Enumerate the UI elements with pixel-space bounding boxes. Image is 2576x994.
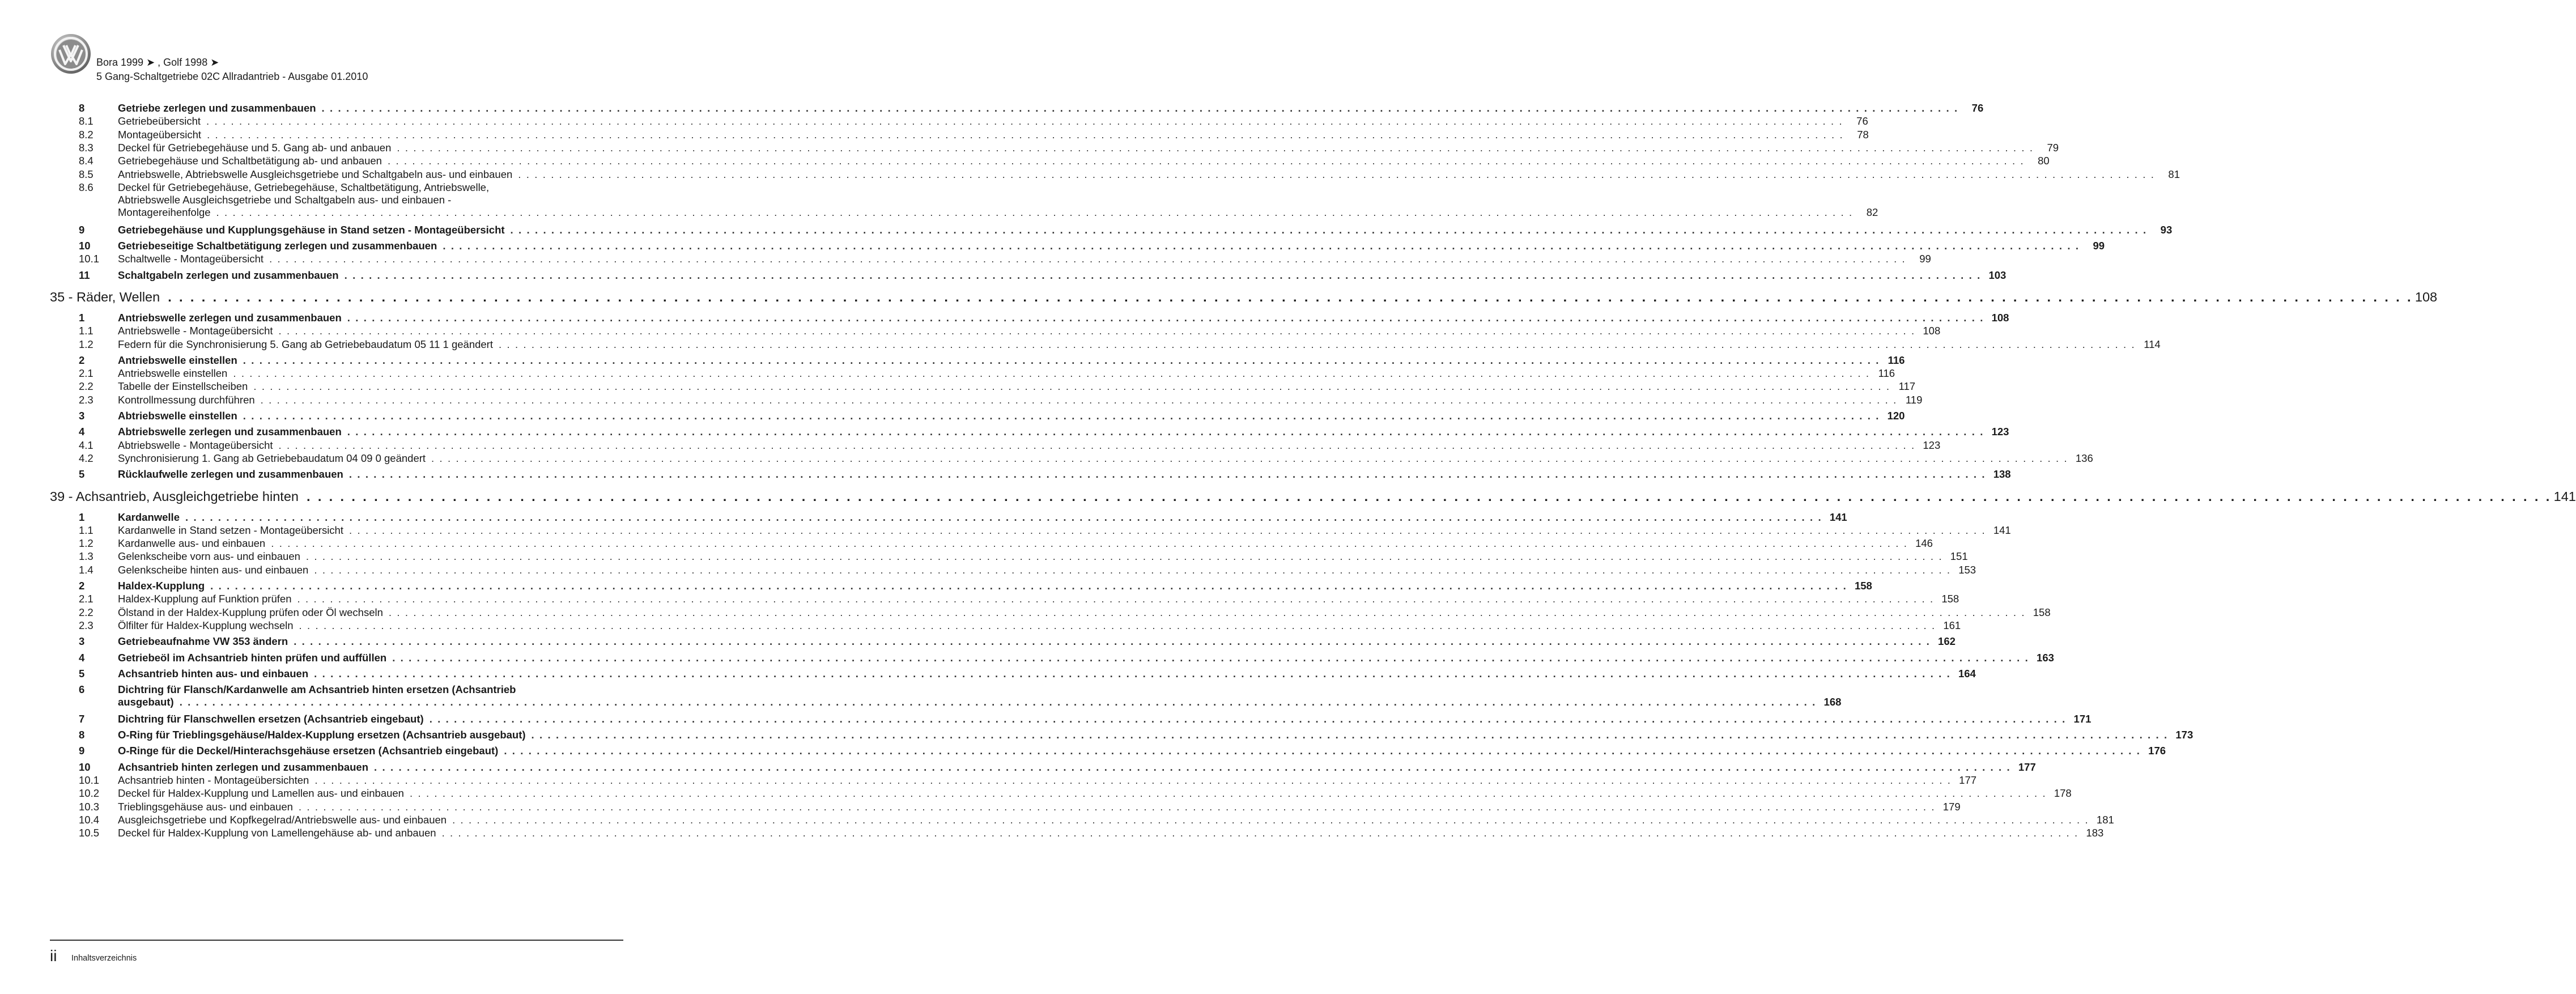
entry-text xyxy=(118,325,1941,337)
dot-leader: . . . . . . . . . . . . . . . . . . . . . . . . . . . . . . . . . . . . . . . . . . . . . . . . . . . . . . . . . . . . . . . . . . . . . . . . . . . . . . . . . . . . . . . . . . . . . . . . . . . . . . . . . . . . . . . . . . . . . . . . . . . . . . . . . . . . . . . . . . . . . . . . . . . . . . . . . . . . . . . . . . . . . . . . . . . . . . . . . . . . . . . . . . . . . . . . . . . . . . . . xyxy=(179,696,1817,708)
entry-page-number: 177 xyxy=(1959,774,1977,786)
entry-page-number: 158 xyxy=(1941,593,1959,605)
entry-page-number: 123 xyxy=(1991,426,2009,438)
dot-leader: . . . . . . . . . . . . . . . . . . . . . . . . . . . . . . . . . . . . . . . . . . . . . . . . . . . . . . . . . . . . . . . . . . . . . . . . . . . . . . . . . . . . . . . . . . . . . . . . . . . . . . . . . . . . . . . . . . . . . . . . . . . . . . . . . . . . . . . . . . . . . . . . . . . . . . . . . . . . . . . . . . . . . . . . . . . . . . . . . . . . . . . . . . . . . . . . . . . . . . . . xyxy=(297,593,1935,605)
entry-text xyxy=(118,410,1905,422)
dot-leader: . . . . . . . . . . . . . . . . . . . . . . . . . . . . . . . . . . . . . . . . . . . . . . . . . . . . . . . . . . . . . . . . . . . . . . . . . . . . . . . . . . . . . . . . . . . . . . . . . . . . . . . . . . . . . . . . . . . . . . . . . . . . . . . . . . . . . . . . . . . . . . . . . . . . . . . . . . . . . . . . . . . . . . . . . . . . . . . . . . . . . . . . . . . . . . . . . . . . . . . . xyxy=(387,155,2025,167)
dot-leader: . . . . . . . . . . . . . . . . . . . . . . . . . . . . . . . . . . . . . . . . . . . . . . . . . . . . . . . . . . . . . . . . . . . . . . . . . . . . . . . . . . . . . . . . . . . . . . . . . . . . . . . . . . . . . . . . . . . . . . . . . . . . . . . . . . . . . . . . . . . . . . . . . . . . . . . . . . . . . . . . . . . . . . . . . . . . . . . . . . . . . . . . . . . . . . . . . . . . . . . . xyxy=(314,774,1952,786)
entry-page-number: 146 xyxy=(1915,537,1933,550)
entry-page-number: 78 xyxy=(1857,128,1869,141)
entry-title: Abtriebswelle zerlegen und zusammenbauen xyxy=(118,426,342,438)
entry-text xyxy=(118,115,1868,128)
dot-leader: . . . . . . . . . . . . . . . . . . . . . . . . . . . . . . . . . . . . . . . . . . . . . . . . . . . . . . . . . . . . . . . . . . . . . . . . . . . . . . . . . . . . . . . . . . . . . . . . . . . . . . . . . . . . . . . . . . . . . . . . . . . . . . . . . . . . . . . . . . . . . . . . . . . . . . . . . . . . . . . . . . . . . . . . . . . . . . . . . . . . . . . . . . . . . . . . . . . . . . . . xyxy=(260,393,1898,406)
entry-page-number: 183 xyxy=(2086,827,2104,839)
dot-leader: . . . . . . . . . . . . . . . . . . . . . . . . . . . . . . . . . . . . . . . . . . . . . . . . . . . . . . . . . . . . . . . . . . . . . . . . . . . . . . . . . . . . . . . . . . . . . . . . . . . . . . . . . . . . . . . . . . . . . . . . . . . . . . . . . . . . . . . . . . . . . . . . . . . . . . . . . . . . . . . . . . . . . . . . . . . . . . . . . . . . . . . . . . . . . . . . . . . . . . . . xyxy=(210,580,1847,592)
entry-text xyxy=(118,761,2036,774)
vw-logo-icon xyxy=(50,33,92,75)
entry-title: Achsantrieb hinten zerlegen und zusammenbauen xyxy=(118,761,369,773)
entry-page-number: 114 xyxy=(2144,338,2161,350)
dot-leader: . . . . . . . . . . . . . . . . . . . . . . . . . . . . . . . . . . . . . . . . . . . . . . . . . . . . . . . . . . . . . . . . . . . . . . . . . . . . . . . . . . . . . . . . . . . . . . . . . . . . . . . . . . . . . . . . . . . . . . . . . . . . . . . . . . . . . . . . . . . . . . . . . . . . . . . . . . . . . . . . . . . . . . . . . . . . . . . . . . . . . . . . . . . . . . . . . . . . . . . . xyxy=(392,651,2029,664)
entry-number: 4 xyxy=(79,426,85,438)
dot-leader: . . . . . . . . . . . . . . . . . . . . . . . . . . . . . . . . . . . . . . . . . . . . . . . . . . . . . . . . . . . . . . . . . . . . . . . . . . . . . . . . . . . . . . . . . . . . . . . . . . . . . . . . . . . . . . . . . . . . . . . . . . . . . . . . . . . . . . . . . . . . . . . . . . . . . . . . . . . . . . . . . . . . . . . . . . . . . . . . . . . . . . . . . . . . . . . . . . . . . . . . xyxy=(498,338,2136,350)
entry-title: Kardanwelle aus- und einbauen xyxy=(118,537,266,550)
entry-title: Abtriebswelle - Montageübersicht xyxy=(118,439,273,451)
entry-title: Gelenkscheibe hinten aus- und einbauen xyxy=(118,563,309,576)
entry-number: 8.2 xyxy=(79,128,93,141)
entry-page-number: 120 xyxy=(1887,410,1905,422)
dot-leader: . . . . . . . . . . . . . . . . . . . . . . . . . . . . . . . . . . . . . . . . . . . . . . . . . . . . . . . . . . . . . . . . . . . . . . . . . . . . . . . . . . . . . . . . . . . . . . . . . . . . . . . . . . . . . . . . . . . . . . . . . . . . . . . . . . . . . . . . . . . . . . . . . . . . . . . . . . . . . . . . . . . . . . . . . . . . . . . . . . . . . . . . . . . . . . . . . . . . . . . . xyxy=(294,635,1931,648)
entry-text xyxy=(118,787,2072,800)
entry-number: 10.5 xyxy=(79,827,100,839)
entry-page-number: 119 xyxy=(1905,393,1923,406)
dot-leader: . . . . . . . . . . . . . . . . . . . . . . . . . . . . . . . . . . . . . . . . . . . . . . . . . . . . . . . . . . . . . . . . . . . . . . . . . . . . . . . . . . . . . . . . . . . . . . . . . . . . . . . . . . . . . . . . . . . . . . . . . . . . . . . . . . . . . . . . . . . . . . . . . . . . . . . . . . . . . . . . . . . . . . . . . . . . . . . . . . . . . . . . . . . . . . . . . . . . . . . . xyxy=(397,141,2034,154)
entry-page-number: 80 xyxy=(2038,155,2050,167)
entry-page-number: 116 xyxy=(1888,354,1905,366)
entry-number: 10.1 xyxy=(79,253,100,265)
entry-title: Antriebswelle zerlegen und zusammenbauen xyxy=(118,311,342,324)
dot-leader: . . . . . . . . . . . . . . . . . . . . . . . . . . . . . . . . . . . . . . . . . . . . . . . . . . . . . . . . . . . . . . . . . . . . . . . . . . . . . . . . . . . . . . . . . . . . . . . . . . . . . . . . . . . . . . . . . . . . . . . . . . . . . . . . . . . . . . . . . . . . . . . . . . . . . . . . . . . . . . . . . . . . . . . . . . . . . . . . . . . . . . . . . . . . . . . . . . . . . . . . xyxy=(321,102,1959,114)
entry-title: Haldex-Kupplung xyxy=(118,580,205,592)
dot-leader: . . . . . . . . . . . . . . . . . . . . . . . . . . . . . . . . . . . . . . . . . . . . . . . . . . . . . . . . . . . . . . . . . . . . . . . . . . . . . . . . . . . . . . . . . . . . . . . . . . . . . . . . . . . . . . . . . . . . . . . . . . . . . . . . . . . . . . . . . . . . . . . . . . . . . . . . . . . . . . . . . . . . . . . . . . . . . . . . . . . . . . . . . . . . . . . . . . . . . . . . xyxy=(429,712,2067,725)
dot-leader: . . . . . . . . . . . . . . . . . . . . . . . . . . . . . . . . . . . . . . . . . . . . . . . . . . . . . . . . . . . . . . . . . . . . . . . . . . . . . . . . . . . . . . . . . . . . . . . . . . . . . . . . . . . . . . . . . . . . . . . . . . . . . . . . . . . . . . . . . . . . . . . . . . . . . . . . . . . . . . . . . . . . . . . . . . . . . . . . . . . . . . . . . . . . . . . . . . . . . . . . xyxy=(347,311,1984,324)
entry-title: Getriebeseitige Schaltbetätigung zerlegen und zusammenbauen xyxy=(118,240,437,252)
entry-page-number: 99 xyxy=(2093,240,2105,252)
entry-text xyxy=(118,380,1916,393)
entry-number: 9 xyxy=(79,745,85,757)
dot-leader: . . . . . . . . . . . . . . . . . . . . . . . . . . . . . . . . . . . . . . . . . . . . . . . . . . . . . . . . . . . . . . . . . . . . . . . . . . . . . . . . . . . . . . . . . . . . . . . . . . . . . . . . . . . . . . . . . . . . . . . . . . . . . . . . . . . . . . . . . . . . . . . . . . . . . . . . . . . . . . . . . . . . . . . . . . . . . . . . . . . . . . . . . . . . . . . . . . . . . . . . xyxy=(305,550,1943,563)
entry-number: 9 xyxy=(79,223,85,236)
entry-page-number: 76 xyxy=(1971,102,1984,114)
entry-page-number: 158 xyxy=(2033,606,2051,618)
entry-text xyxy=(118,269,2007,282)
entry-page-number: 117 xyxy=(1898,380,1916,393)
entry-text xyxy=(118,800,1961,813)
entry-page-number: 176 xyxy=(2148,745,2166,757)
entry-page-number: 76 xyxy=(1856,115,1868,128)
entry-page-number: 99 xyxy=(1919,253,1931,265)
entry-number: 4 xyxy=(79,651,85,664)
entry-page-number: 162 xyxy=(1938,635,1956,648)
entry-number: 1 xyxy=(79,311,85,324)
entry-title: Deckel für Haldex-Kupplung und Lamellen aus- und einbauen xyxy=(118,787,404,800)
entry-title: Synchronisierung 1. Gang ab Getriebebaudatum 04 09 0 geändert xyxy=(118,452,426,464)
entry-title: Getriebegehäuse und Schaltbetätigung ab- und anbauen xyxy=(118,155,382,167)
entry-page-number: 138 xyxy=(1993,468,2011,481)
dot-leader: . . . . . . . . . . . . . . . . . . . . . . . . . . . . . . . . . . . . . . . . . . . . . . . . . . . . . . . . . . . . . . . . . . . . . . . . . . . . . . . . . . . . . . . . . . . . . . . . . . . . . . . . . . . . . . . . . . . . . . . . . . . . . . . . . . . . . . . . . . . . . . . . . . . . . . . . . . . . . . . . . . . . . . . . . . . . . . . . . . . . . . . . . . . . . . . . . . . . . . . . xyxy=(253,380,1891,393)
entry-page-number: 181 xyxy=(2096,813,2114,826)
toc-chapter-heading[interactable] xyxy=(50,289,2438,305)
entry-page-number: 123 xyxy=(1923,439,1941,451)
dot-leader: . . . . . . . . . . . . . . . . . . . . . . . . . . . . . . . . . . . . . . . . . . . . . . . . . . . . . . . . . . . . . . . . . . . . . . . . . . . . . . . . . . . . . . . . . . . . . . . . . . . . . . . . . . . . . . . . . . . . . . . . . . . . . . . . . . . . . . . . . . . . . . . . . . . . . . . . . . . . . . . . . . . . . . . . . . . . . . . . . . . . . . . . . . . . . . . . . . . . . . . . xyxy=(207,128,1844,141)
entry-page-number: 179 xyxy=(1942,800,1961,813)
dot-leader: . . . . . . . . . . . . . . . . . . . . . . . . . . . . . . . . . . . . . . . . . . . . . . . . . . . . . . . . . . . . . . . . . . . . . . . . . . . . . . . . . . . . . . . . . . . . . . . . . . . . . . . . . . . . . . . . . . . . . . . . . . . . . . . . . . . . . . . . . . . . . . . . . . . . . . . . . . . . . . . . . . . . . . . . . . . . . . . . . . . . . . . . . . . . . . . . . . . . . . . . xyxy=(388,606,2026,618)
dot-leader: . . . . . . . . . . . . . . . . . . . . . . . . . . . . . . . . . . . . . . . . . . . . . . . . . . . . . . . . . . . . . . . . . . . . . . . . . . . . . . . . . . . . . . . . . . . . . . . . . . . . . . . . . . . . . . . . . . . . . . . . . . . . . . . . . . . . . . . . . . . . . . . . . . . . . . . . . . . . . . . . . . . . . . . . . . . . . . . . . . . . . . . . . . . . . . . . . . . . . . . . xyxy=(216,206,1854,218)
entry-number: 10 xyxy=(79,240,91,252)
entry-text xyxy=(118,102,1984,114)
entry-text xyxy=(118,141,2059,154)
entry-title: Kardanwelle in Stand setzen - Montageübersicht xyxy=(118,524,343,536)
entry-title: Haldex-Kupplung auf Funktion prüfen xyxy=(118,593,292,605)
entry-page-number: 164 xyxy=(1958,667,1976,679)
dot-leader: . . . . . . . . . . . . . . . . . . . . . . . . . . . . . . . . . . . . . . . . . . . . . . . . . . . . . . . . . . . . . . . . . . . . . . . . . . . . . . . . . . . . . . . . . . . . . . . . . . . . . . . . . . . . . . . . . . . . . . . . . . . . . . . . . . . . . . . . . . . . . . . . . . . . . . . . . . . . . . . . . . . . . . . . . . . . . . . . . . . . . . . . . . . . . . . . . . . . . . . . xyxy=(271,537,1908,550)
entry-page-number: 177 xyxy=(2018,761,2036,773)
dot-leader: . . . . . . . . . . . . . . . . . . . . . . . . . . . . . . . . . . . . . . . . . . . . . . . . . . . . . . . . . . . . . . . . . . . . . . . . . . . . . . . . . . . . . . . . . . . . . . . . . . . . . . . . . . . . . . . . . . . . . . . . . . . . . . . . . . . . . . . . . . . . . . . . . . . . . . . . . . . . . . . . . . . . . . . . . . . . . . . . . . . . . . . . . . . . . . . . . . . . . . . . xyxy=(185,511,1822,523)
entry-text xyxy=(118,393,1923,406)
entry-text xyxy=(118,745,2166,757)
entry-text xyxy=(118,524,2011,537)
entry-title: Schaltwelle - Montageübersicht xyxy=(118,253,264,265)
toc-chapter-heading[interactable] xyxy=(50,488,2576,504)
dot-leader: . . . . . . . . . . . . . . . . . . . . . . . . . . . . . . . . . . . . . . . . . . . . . . . . . . . . . . . . . . . . . . . . . . . . . . . . . . . . . . . . . . . . . . . . . . . . . . . . . . . . . . . . . . . . . . . . . . . . . . . . . . . . . . . . . . . . . . . . . . . . . . . . . . . . . . . . . . . . . . . . . . . . . . . . . . . . . . . . . . . . . . . . . . . . . . . . . . . . . . . . xyxy=(314,563,1952,576)
entry-title: Deckel für Getriebegehäuse und 5. Gang ab- und anbauen xyxy=(118,141,392,154)
entry-page-number: 153 xyxy=(1958,563,1976,576)
dot-leader: . . . . . . . . . . . . . . . . . . . . . . . . . . . . . . . . . . . . . . . . . . . . . . . . . . . . . . . . . . . . . . . . . . . . . . . . . . . . . . . . . . . . . . . . . . . . . . . . . . . . . . . . . . . . . . . . . . . . . . . . . . . . . . . . . . . . . . . . . . . . . . . . . . . . . . . . . . . . . . . . . . . . . . . . . . . . . . . . . . . . . . . . . . . . . . . . . . . . . . . . xyxy=(510,223,2148,236)
entry-number: 4.1 xyxy=(79,439,93,451)
entry-page-number: 79 xyxy=(2047,141,2059,154)
entry-text xyxy=(118,253,1931,265)
entry-number: 2.1 xyxy=(79,367,93,380)
chapter-title: 39 - Achsantrieb, Ausgleichgetriebe hinten xyxy=(50,488,299,504)
entry-title: Federn für die Synchronisierung 5. Gang ab Getriebebaudatum 05 11 1 geändert xyxy=(118,338,493,350)
entry-page-number: 168 xyxy=(1823,696,1842,708)
dot-leader: . . . . . . . . . . . . . . . . . . . . . . . . . . . . . . . . . . . . . . . . . . . . . . . . . . . . . . . . . . . . . . . . . . . . . . . . . . . . . . . . . . . . . . . . . . . . . . . . . . . . . . . . . . . . . . . . . . . . . . . . . . . . . . . . . . . . . . . . . . . . . . . . . . . . . . . . . . . . . . . . . . . . . . . . . . . . . . . . . . . . . . . . . . . . . . . . . . . . . . . . xyxy=(441,827,2079,839)
dot-leader: . . . . . . . . . . . . . . . . . . . . . . . . . . . . . . . . . . . . . . . . . . . . . . . . . . . . . . . . . . . . . . . . . . . . . . . . . . . . . . . . . . . . . . . . . . . . . . . . . . . . . . . . . . . . . . . . . . . . . . . . . . . . . . . . . . . . . . . . . . . . . . . . . . . . . . . . . . . . . . . . . . . . . . . . . . . . . . . . . . . . . . . . . . . . . . . . . . . . . . . . xyxy=(269,253,1906,265)
entry-text xyxy=(118,223,2173,236)
entry-number: 5 xyxy=(79,667,85,679)
entry-text xyxy=(118,580,1872,592)
entry-text xyxy=(118,667,1976,680)
entry-number: 10 xyxy=(79,761,91,773)
entry-title: Achsantrieb hinten - Montageübersichten xyxy=(118,774,309,786)
entry-number: 1 xyxy=(79,511,85,523)
entry-number: 2 xyxy=(79,580,85,592)
entry-number: 3 xyxy=(79,635,85,648)
entry-title: Gelenkscheibe vorn aus- und einbauen xyxy=(118,550,300,563)
entry-number: 11 xyxy=(79,269,90,281)
entry-number: 6 xyxy=(79,683,85,696)
entry-text xyxy=(118,452,2093,465)
entry-title: Getriebeübersicht xyxy=(118,115,201,128)
entry-page-number: 141 xyxy=(1829,511,1847,523)
entry-number: 10.3 xyxy=(79,800,100,813)
entry-title: Antriebswelle einstellen xyxy=(118,354,237,366)
entry-number: 1.1 xyxy=(79,524,93,536)
entry-title: Achsantrieb hinten aus- und einbauen xyxy=(118,667,309,679)
entry-number: 8 xyxy=(79,102,85,114)
dot-leader: . . . . . . . . . . . . . . . . . . . . . . . . . . . . . . . . . . . . . . . . . . . . . . . . . . . . . . . . . . . . . . . . . . . . . . . . . . . . . . . . . . . . . . . . . . . . . . . . . . . . . . . . . . . . . . . . . . . . . . . . . . . . . . . . . . . . . . . . . . . . . . . . . . . . . . . . . . . . . . . . . . . . . . . . . . . . . . . . . . . . . . . . . . . . . . . . . . . . . . . . xyxy=(299,619,1936,631)
footer-page-number: ii xyxy=(50,947,57,965)
entry-title: Tabelle der Einstellscheiben xyxy=(118,380,248,393)
entry-title: O-Ring für Trieblingsgehäuse/Haldex-Kupplung ersetzen (Achsantrieb ausgebaut) xyxy=(118,729,526,741)
dot-leader: . . . . . . . . . . . . . . . . . . . . . . . . . . . . . . . . . . . . . . . . . . . . . . . . . . . . . . . . . . . . . . . . . . . . . . . . . . . . . . . . . . . . . . . . . . . . . . . . . . . . . . . . . . . . . . . . . . . . . . . . . . . . . . . . . . . . . . . . . . . . . . . . . . . . . . . . . . . . . . . . . . . . . . . . . . . . . . . . . . . . . . . . . . . . . . . . . . . . . . . . xyxy=(518,168,2155,180)
entry-text xyxy=(118,240,2105,252)
dot-leader: . . . . . . . . . . . . . . . . . . . . . . . . . . . . . . . . . . . . . . . . . . . . . . . . . . . . . . . . . . . . . . . . . . . . . . . . . . . . . . . . . . . . . . . . . . . . . . . . . . . . . . . . . . . . . . . . . . . . . . . . . . . . . . . . . . . . . . . . . . . . . . . . . . . . . . . . . . . . . . . . . . . . . . . . . . . . . . . . . . . . . . . . . . . . . . . . . . . . . . . . xyxy=(531,729,2169,741)
entry-text xyxy=(118,168,2180,181)
entry-number: 2.1 xyxy=(79,593,93,605)
entry-title: Montagereihenfolge xyxy=(118,206,211,218)
entry-text xyxy=(118,338,2161,351)
entry-text xyxy=(118,311,2009,324)
dot-leader: . . . . . . . . . . . . . . . . . . . . . . . . . . . . . . . . . . . . . . . . . . . . . . . . . . . . . . . . . . . . . . . . . . . . . . . . . . . . . . . . . . . . . . . . . . . . . . . . . . . . . . . . . . . . . . . . . . . . . . . . . . . . . . . . . . . . . . . . . . . . . . . . . . . . . . . . . . . . . . . . . . . . . . . . . . . . . . . . . . . . . . . . . . . . . . . . . . . . . . . . xyxy=(349,524,1986,536)
entry-page-number: 136 xyxy=(2075,452,2093,464)
footer-divider xyxy=(50,940,623,941)
entry-title-line: Abtriebswelle Ausgleichsgetriebe und Schaltgabeln aus- und einbauen - xyxy=(118,193,452,206)
entry-title: O-Ringe für die Deckel/Hinterachsgehäuse ersetzen (Achsantrieb eingebaut) xyxy=(118,745,499,757)
entry-text xyxy=(118,606,2051,619)
dot-leader: . . . . . . . . . . . . . . . . . . . . . . . . . . . . . . . . . . . . . . . . . . . . . . . . . . . . . . . . . . . . . . . . . . . . . . . . . . . . . . . . . . . . . . . . . . . . . . . . . . . . . . . . . . . . . . . . . . . . . . . . . . . . . . . . . . . . . . . . . . . . . . . . . . . . . . . . . . . . . . . . . . . . . . . . . . . . . . . . . . . . . . . . . . . . . . . . . . . . . . . . xyxy=(168,289,2413,304)
entry-title: Schaltgabeln zerlegen und zusammenbauen xyxy=(118,269,339,281)
entry-text xyxy=(118,563,1976,576)
dot-leader: . . . . . . . . . . . . . . . . . . . . . . . . . . . . . . . . . . . . . . . . . . . . . . . . . . . . . . . . . . . . . . . . . . . . . . . . . . . . . . . . . . . . . . . . . . . . . . . . . . . . . . . . . . . . . . . . . . . . . . . . . . . . . . . . . . . . . . . . . . . . . . . . . . . . . . . . . . . . . . . . . . . . . . . . . . . . . . . . . . . . . . . . . . . . . . . . . . . . . . . . xyxy=(431,452,2068,464)
dot-leader: . . . . . . . . . . . . . . . . . . . . . . . . . . . . . . . . . . . . . . . . . . . . . . . . . . . . . . . . . . . . . . . . . . . . . . . . . . . . . . . . . . . . . . . . . . . . . . . . . . . . . . . . . . . . . . . . . . . . . . . . . . . . . . . . . . . . . . . . . . . . . . . . . . . . . . . . . . . . . . . . . . . . . . . . . . . . . . . . . . . . . . . . . . . . . . . . . . . . . . . . xyxy=(347,426,1984,438)
entry-page-number: 81 xyxy=(2168,168,2180,180)
entry-text xyxy=(118,155,2050,167)
entry-number: 2 xyxy=(79,354,85,366)
entry-text xyxy=(118,181,1878,219)
dot-leader: . . . . . . . . . . . . . . . . . . . . . . . . . . . . . . . . . . . . . . . . . . . . . . . . . . . . . . . . . . . . . . . . . . . . . . . . . . . . . . . . . . . . . . . . . . . . . . . . . . . . . . . . . . . . . . . . . . . . . . . . . . . . . . . . . . . . . . . . . . . . . . . . . . . . . . . . . . . . . . . . . . . . . . . . . . . . . . . . . . . . . . . . . . . . . . . . . . . . . . . . xyxy=(306,488,2552,504)
entry-title-line: Dichtring für Flansch/Kardanwelle am Achsantrieb hinten ersetzen (Achsantrieb xyxy=(118,683,516,696)
entry-page-number: 108 xyxy=(1991,311,2009,324)
dot-leader: . . . . . . . . . . . . . . . . . . . . . . . . . . . . . . . . . . . . . . . . . . . . . . . . . . . . . . . . . . . . . . . . . . . . . . . . . . . . . . . . . . . . . . . . . . . . . . . . . . . . . . . . . . . . . . . . . . . . . . . . . . . . . . . . . . . . . . . . . . . . . . . . . . . . . . . . . . . . . . . . . . . . . . . . . . . . . . . . . . . . . . . . . . . . . . . . . . . . . . . . xyxy=(374,761,2011,773)
entry-number: 7 xyxy=(79,712,85,725)
entry-text xyxy=(118,635,1956,648)
entry-text xyxy=(118,729,2194,741)
entry-title: Antriebswelle einstellen xyxy=(118,367,228,380)
entry-title: Getriebeaufnahme VW 353 ändern xyxy=(118,635,288,648)
entry-text xyxy=(118,619,1961,632)
entry-page-number: 161 xyxy=(1943,619,1961,631)
entry-page-number: 116 xyxy=(1878,367,1895,380)
entry-title: Ölstand in der Haldex-Kupplung prüfen oder Öl wechseln xyxy=(118,606,383,618)
entry-number: 3 xyxy=(79,410,85,422)
entry-title: Getriebe zerlegen und zusammenbauen xyxy=(118,102,316,114)
dot-leader: . . . . . . . . . . . . . . . . . . . . . . . . . . . . . . . . . . . . . . . . . . . . . . . . . . . . . . . . . . . . . . . . . . . . . . . . . . . . . . . . . . . . . . . . . . . . . . . . . . . . . . . . . . . . . . . . . . . . . . . . . . . . . . . . . . . . . . . . . . . . . . . . . . . . . . . . . . . . . . . . . . . . . . . . . . . . . . . . . . . . . . . . . . . . . . . . . . . . . . . . xyxy=(504,745,2141,757)
entry-title: ausgebaut) xyxy=(118,696,174,708)
entry-number: 8.1 xyxy=(79,115,93,128)
entry-number: 2.2 xyxy=(79,606,93,618)
entry-text xyxy=(118,774,1977,787)
dot-leader: . . . . . . . . . . . . . . . . . . . . . . . . . . . . . . . . . . . . . . . . . . . . . . . . . . . . . . . . . . . . . . . . . . . . . . . . . . . . . . . . . . . . . . . . . . . . . . . . . . . . . . . . . . . . . . . . . . . . . . . . . . . . . . . . . . . . . . . . . . . . . . . . . . . . . . . . . . . . . . . . . . . . . . . . . . . . . . . . . . . . . . . . . . . . . . . . . . . . . . . . xyxy=(206,115,1843,128)
entry-title: Deckel für Haldex-Kupplung von Lamellengehäuse ab- und anbauen xyxy=(118,827,436,839)
entry-title: Rücklaufwelle zerlegen und zusammenbauen xyxy=(118,468,343,481)
entry-title: Ölfilter für Haldex-Kupplung wechseln xyxy=(118,619,294,631)
entry-number: 8 xyxy=(79,729,85,741)
entry-number: 10.4 xyxy=(79,813,100,826)
entry-page-number: 141 xyxy=(1993,524,2011,536)
entry-page-number: 178 xyxy=(2054,787,2072,800)
entry-text xyxy=(118,683,1842,708)
entry-text xyxy=(118,813,2114,826)
entry-page-number: 173 xyxy=(2175,729,2194,741)
entry-number: 8.6 xyxy=(79,181,93,193)
entry-page-number: 82 xyxy=(1866,206,1878,218)
entry-title: Antriebswelle, Abtriebswelle Ausgleichsgetriebe und Schaltgabeln aus- und einbauen xyxy=(118,168,513,180)
header-vehicle-models: Bora 1999 ➤ , Golf 1998 ➤ xyxy=(96,57,219,68)
entry-text xyxy=(118,128,1869,141)
entry-number: 1.2 xyxy=(79,537,93,550)
dot-leader: . . . . . . . . . . . . . . . . . . . . . . . . . . . . . . . . . . . . . . . . . . . . . . . . . . . . . . . . . . . . . . . . . . . . . . . . . . . . . . . . . . . . . . . . . . . . . . . . . . . . . . . . . . . . . . . . . . . . . . . . . . . . . . . . . . . . . . . . . . . . . . . . . . . . . . . . . . . . . . . . . . . . . . . . . . . . . . . . . . . . . . . . . . . . . . . . . . . . . . . . xyxy=(443,240,2080,252)
dot-leader: . . . . . . . . . . . . . . . . . . . . . . . . . . . . . . . . . . . . . . . . . . . . . . . . . . . . . . . . . . . . . . . . . . . . . . . . . . . . . . . . . . . . . . . . . . . . . . . . . . . . . . . . . . . . . . . . . . . . . . . . . . . . . . . . . . . . . . . . . . . . . . . . . . . . . . . . . . . . . . . . . . . . . . . . . . . . . . . . . . . . . . . . . . . . . . . . . . . . . . . . xyxy=(278,325,1916,337)
entry-title: Dichtring für Flanschwellen ersetzen (Achsantrieb eingebaut) xyxy=(118,712,424,725)
entry-text xyxy=(118,537,1933,550)
entry-number: 2.3 xyxy=(79,619,93,631)
dot-leader: . . . . . . . . . . . . . . . . . . . . . . . . . . . . . . . . . . . . . . . . . . . . . . . . . . . . . . . . . . . . . . . . . . . . . . . . . . . . . . . . . . . . . . . . . . . . . . . . . . . . . . . . . . . . . . . . . . . . . . . . . . . . . . . . . . . . . . . . . . . . . . . . . . . . . . . . . . . . . . . . . . . . . . . . . . . . . . . . . . . . . . . . . . . . . . . . . . . . . . . . xyxy=(452,813,2089,826)
dot-leader: . . . . . . . . . . . . . . . . . . . . . . . . . . . . . . . . . . . . . . . . . . . . . . . . . . . . . . . . . . . . . . . . . . . . . . . . . . . . . . . . . . . . . . . . . . . . . . . . . . . . . . . . . . . . . . . . . . . . . . . . . . . . . . . . . . . . . . . . . . . . . . . . . . . . . . . . . . . . . . . . . . . . . . . . . . . . . . . . . . . . . . . . . . . . . . . . . . . . . . . . xyxy=(298,800,1936,813)
entry-page-number: 163 xyxy=(2037,651,2054,664)
entry-title: Kardanwelle xyxy=(118,511,180,523)
chapter-page-number: 108 xyxy=(2415,289,2438,304)
entry-page-number: 108 xyxy=(1923,325,1941,337)
chapter-title: 35 - Räder, Wellen xyxy=(50,289,160,304)
chapter-page-number: 141 xyxy=(2553,488,2576,504)
entry-page-number: 93 xyxy=(2160,223,2173,236)
entry-title: Montageübersicht xyxy=(118,128,202,141)
page-header xyxy=(50,33,617,84)
entry-text xyxy=(118,827,2104,839)
entry-text xyxy=(118,550,1968,563)
entry-title-line: Deckel für Getriebegehäuse, Getriebegehäuse, Schaltbetätigung, Antriebswelle, xyxy=(118,181,490,193)
entry-page-number: 151 xyxy=(1950,550,1968,563)
entry-text xyxy=(118,367,1895,380)
entry-number: 4.2 xyxy=(79,452,93,464)
entry-title: Getriebegehäuse und Kupplungsgehäuse in Stand setzen - Montageübersicht xyxy=(118,223,505,236)
entry-text xyxy=(118,426,2009,438)
entry-number: 1.3 xyxy=(79,550,93,563)
entry-page-number: 158 xyxy=(1854,580,1872,592)
entry-page-number: 103 xyxy=(1988,269,2007,281)
entry-title: Kontrollmessung durchführen xyxy=(118,393,255,406)
header-manual-title: 5 Gang-Schaltgetriebe 02C Allradantrieb - Ausgabe 01.2010 xyxy=(96,71,368,82)
entry-text xyxy=(118,439,1941,452)
dot-leader: . . . . . . . . . . . . . . . . . . . . . . . . . . . . . . . . . . . . . . . . . . . . . . . . . . . . . . . . . . . . . . . . . . . . . . . . . . . . . . . . . . . . . . . . . . . . . . . . . . . . . . . . . . . . . . . . . . . . . . . . . . . . . . . . . . . . . . . . . . . . . . . . . . . . . . . . . . . . . . . . . . . . . . . . . . . . . . . . . . . . . . . . . . . . . . . . . . . . . . . . xyxy=(233,367,1871,380)
dot-leader: . . . . . . . . . . . . . . . . . . . . . . . . . . . . . . . . . . . . . . . . . . . . . . . . . . . . . . . . . . . . . . . . . . . . . . . . . . . . . . . . . . . . . . . . . . . . . . . . . . . . . . . . . . . . . . . . . . . . . . . . . . . . . . . . . . . . . . . . . . . . . . . . . . . . . . . . . . . . . . . . . . . . . . . . . . . . . . . . . . . . . . . . . . . . . . . . . . . . . . . . xyxy=(344,269,1982,281)
entry-text xyxy=(118,354,1905,367)
entry-title: Abtriebswelle einstellen xyxy=(118,410,237,422)
dot-leader: . . . . . . . . . . . . . . . . . . . . . . . . . . . . . . . . . . . . . . . . . . . . . . . . . . . . . . . . . . . . . . . . . . . . . . . . . . . . . . . . . . . . . . . . . . . . . . . . . . . . . . . . . . . . . . . . . . . . . . . . . . . . . . . . . . . . . . . . . . . . . . . . . . . . . . . . . . . . . . . . . . . . . . . . . . . . . . . . . . . . . . . . . . . . . . . . . . . . . . . . xyxy=(314,667,1951,679)
entry-number: 8.4 xyxy=(79,155,93,167)
dot-leader: . . . . . . . . . . . . . . . . . . . . . . . . . . . . . . . . . . . . . . . . . . . . . . . . . . . . . . . . . . . . . . . . . . . . . . . . . . . . . . . . . . . . . . . . . . . . . . . . . . . . . . . . . . . . . . . . . . . . . . . . . . . . . . . . . . . . . . . . . . . . . . . . . . . . . . . . . . . . . . . . . . . . . . . . . . . . . . . . . . . . . . . . . . . . . . . . . . . . . . . . xyxy=(348,468,1986,481)
dot-leader: . . . . . . . . . . . . . . . . . . . . . . . . . . . . . . . . . . . . . . . . . . . . . . . . . . . . . . . . . . . . . . . . . . . . . . . . . . . . . . . . . . . . . . . . . . . . . . . . . . . . . . . . . . . . . . . . . . . . . . . . . . . . . . . . . . . . . . . . . . . . . . . . . . . . . . . . . . . . . . . . . . . . . . . . . . . . . . . . . . . . . . . . . . . . . . . . . . . . . . . . xyxy=(243,410,1880,422)
entry-number: 1.2 xyxy=(79,338,93,350)
entry-text xyxy=(118,651,2054,664)
entry-title: Trieblingsgehäuse aus- und einbauen xyxy=(118,800,293,813)
entry-number: 10.2 xyxy=(79,787,100,800)
dot-leader: . . . . . . . . . . . . . . . . . . . . . . . . . . . . . . . . . . . . . . . . . . . . . . . . . . . . . . . . . . . . . . . . . . . . . . . . . . . . . . . . . . . . . . . . . . . . . . . . . . . . . . . . . . . . . . . . . . . . . . . . . . . . . . . . . . . . . . . . . . . . . . . . . . . . . . . . . . . . . . . . . . . . . . . . . . . . . . . . . . . . . . . . . . . . . . . . . . . . . . . . xyxy=(243,354,1880,366)
entry-number: 8.5 xyxy=(79,168,93,180)
entry-text xyxy=(118,593,1959,605)
entry-number: 2.3 xyxy=(79,393,93,406)
entry-number: 10.1 xyxy=(79,774,100,786)
entry-title: Antriebswelle - Montageübersicht xyxy=(118,325,273,337)
entry-text xyxy=(118,511,1847,524)
entry-title: Ausgleichsgetriebe und Kopfkegelrad/Antriebswelle aus- und einbauen xyxy=(118,813,447,826)
entry-text xyxy=(118,468,2011,481)
entry-page-number: 171 xyxy=(2073,712,2092,725)
dot-leader: . . . . . . . . . . . . . . . . . . . . . . . . . . . . . . . . . . . . . . . . . . . . . . . . . . . . . . . . . . . . . . . . . . . . . . . . . . . . . . . . . . . . . . . . . . . . . . . . . . . . . . . . . . . . . . . . . . . . . . . . . . . . . . . . . . . . . . . . . . . . . . . . . . . . . . . . . . . . . . . . . . . . . . . . . . . . . . . . . . . . . . . . . . . . . . . . . . . . . . . . xyxy=(409,787,2047,800)
entry-title: Getriebeöl im Achsantrieb hinten prüfen und auffüllen xyxy=(118,651,387,664)
entry-number: 1.4 xyxy=(79,563,93,576)
entry-number: 5 xyxy=(79,468,85,481)
entry-number: 8.3 xyxy=(79,141,93,154)
entry-text xyxy=(118,712,2092,725)
entry-number: 2.2 xyxy=(79,380,93,393)
entry-number: 1.1 xyxy=(79,325,93,337)
dot-leader: . . . . . . . . . . . . . . . . . . . . . . . . . . . . . . . . . . . . . . . . . . . . . . . . . . . . . . . . . . . . . . . . . . . . . . . . . . . . . . . . . . . . . . . . . . . . . . . . . . . . . . . . . . . . . . . . . . . . . . . . . . . . . . . . . . . . . . . . . . . . . . . . . . . . . . . . . . . . . . . . . . . . . . . . . . . . . . . . . . . . . . . . . . . . . . . . . . . . . . . . xyxy=(278,439,1916,451)
footer-section-label: Inhaltsverzeichnis xyxy=(71,954,137,963)
